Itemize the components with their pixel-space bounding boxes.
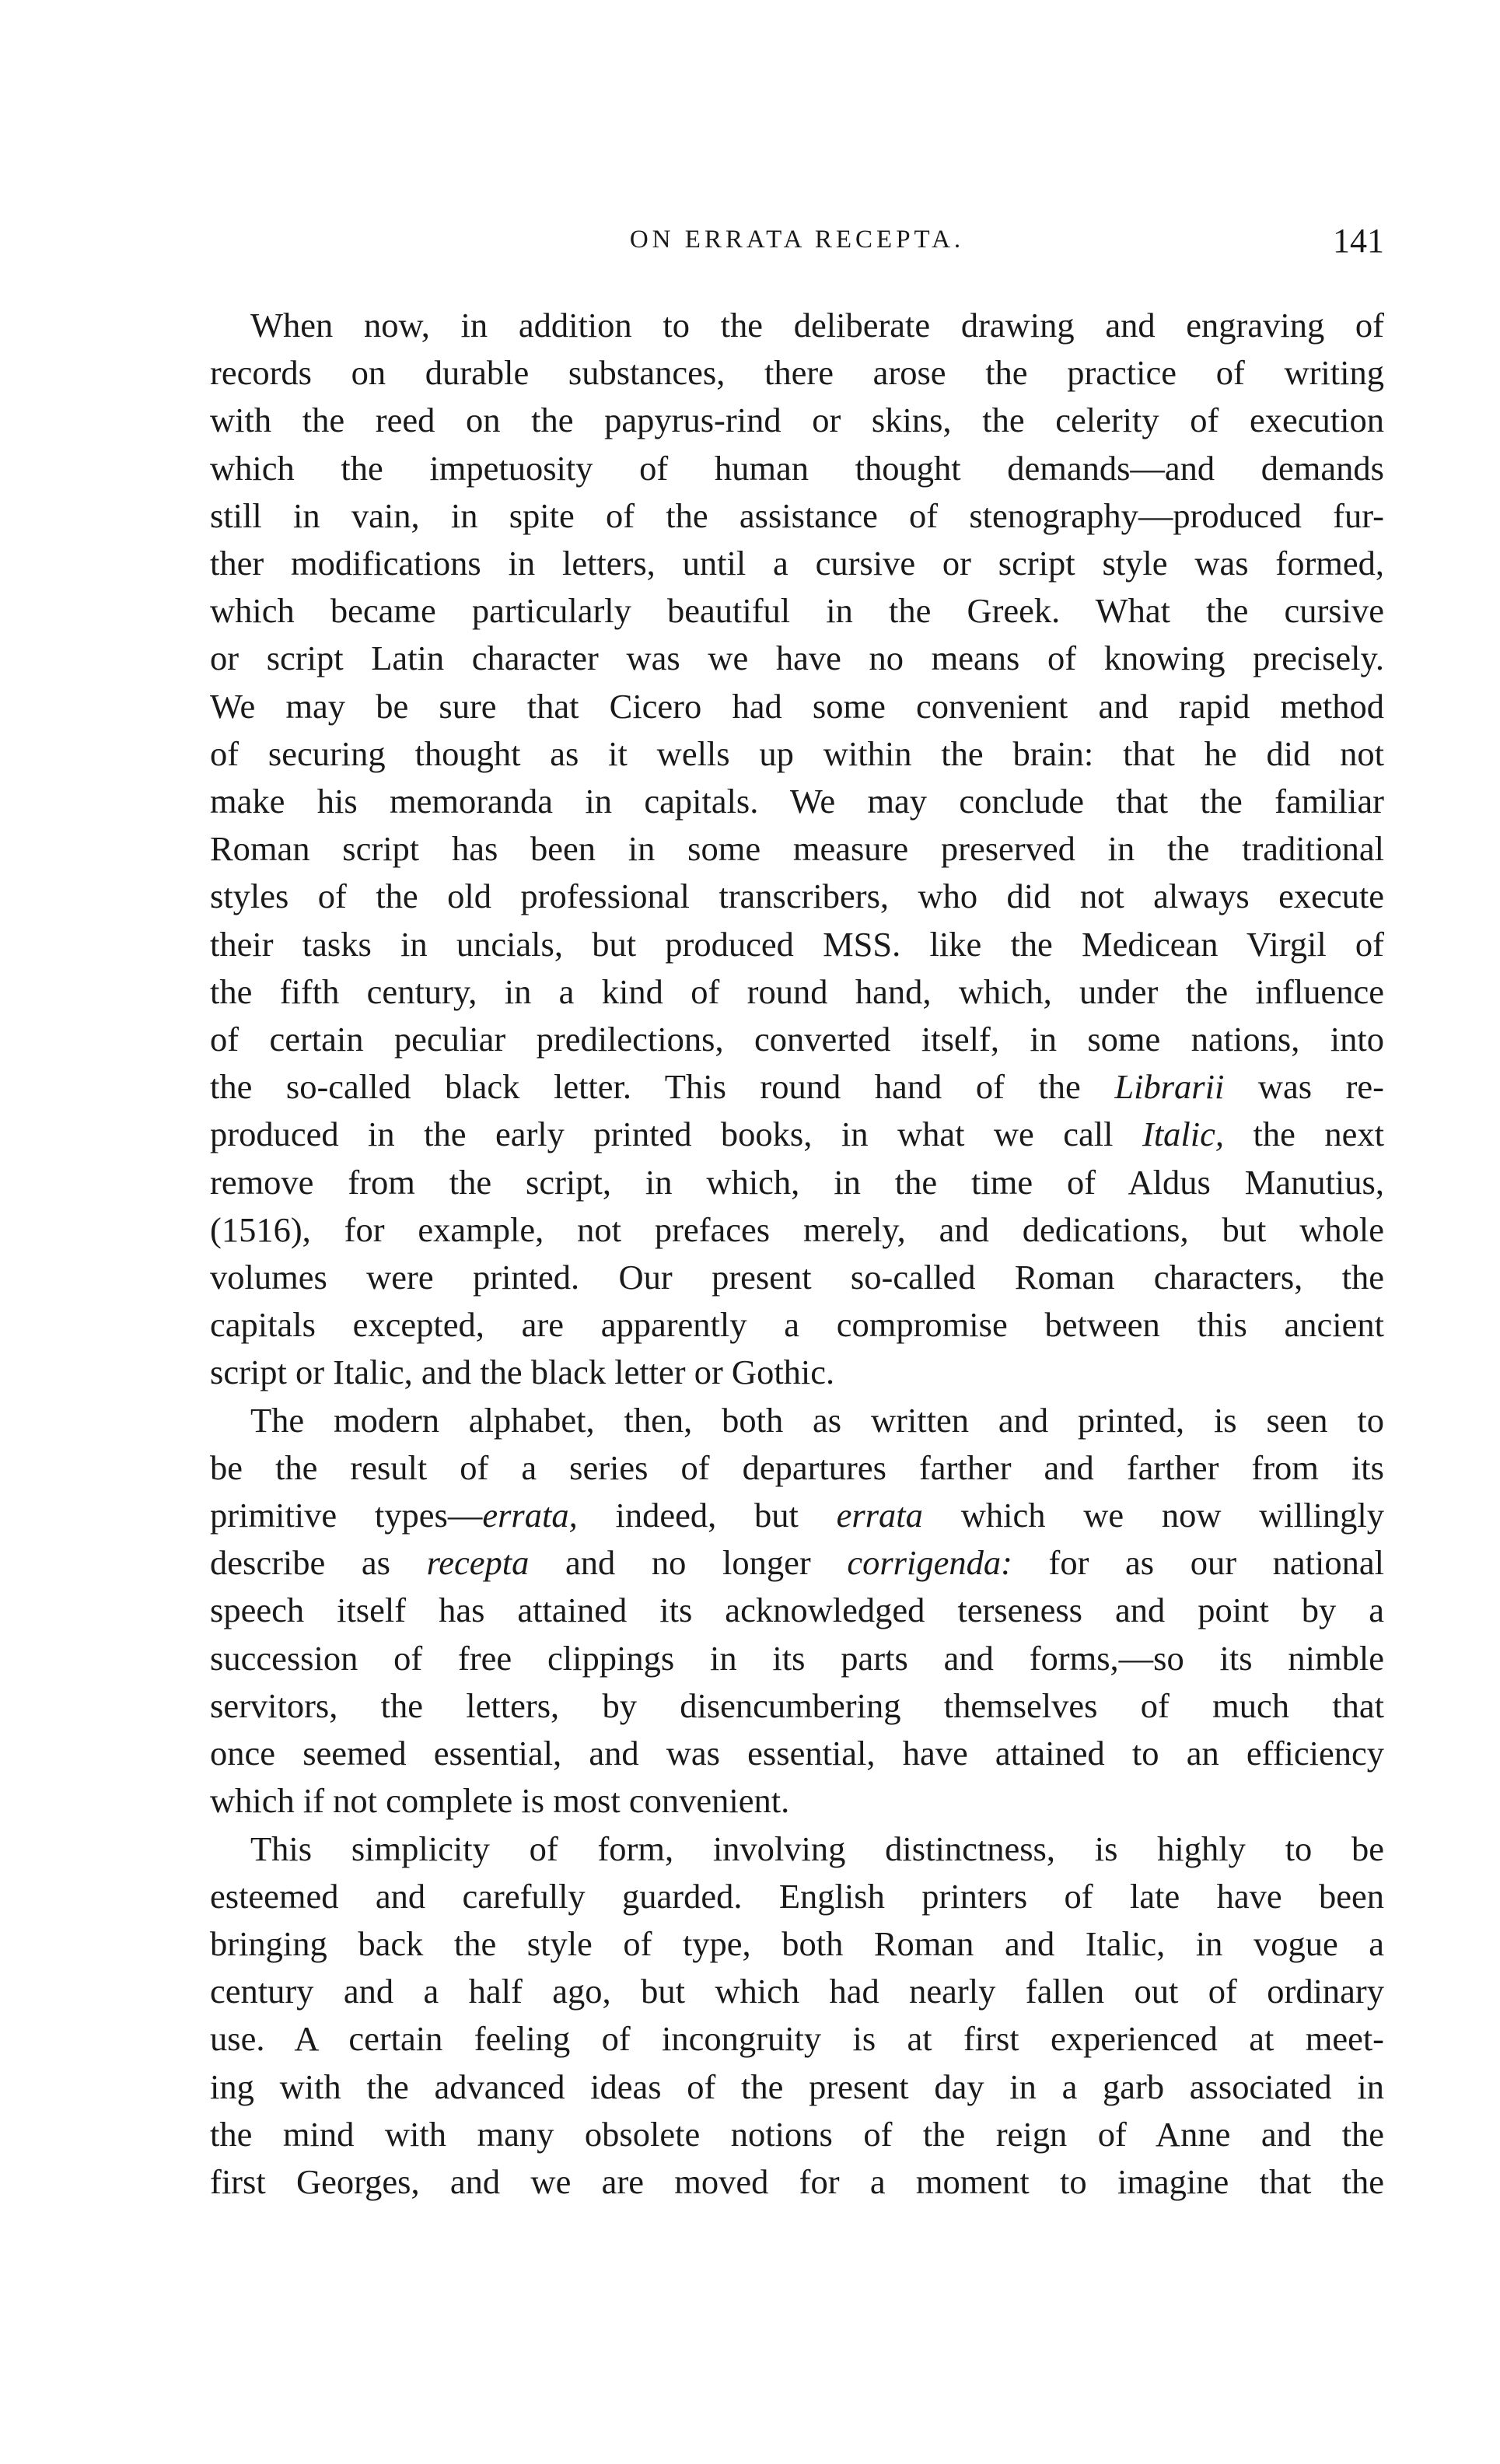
italic-term-italic: Italic, — [1142, 1115, 1225, 1154]
text-line: ing with the advanced ideas of the present day in a garb associated in — [210, 2067, 1384, 2106]
text-run: primitive types— — [210, 1496, 483, 1535]
text-line: the mind with many obsolete notions of the reign of Anne and the — [210, 2114, 1384, 2154]
text-line: the fifth century, in a kind of round hand, which, under the influence — [210, 971, 1384, 1011]
text-line: Roman script has been in some measure preserved in the traditional — [210, 829, 1384, 869]
text-line: of certain peculiar predilections, converted itself, in some nations, into — [210, 1020, 1384, 1059]
text-run: the so-called black letter. This round hand of the — [210, 1067, 1115, 1107]
text-line: be the result of a series of departures farther and farther from its — [210, 1447, 1384, 1487]
text-line: ther modifications in letters, until a cursive or script style was formed, — [210, 544, 1384, 583]
text-line: still in vain, in spite of the assistance of stenography—produced fur- — [210, 495, 1384, 535]
text-run: which we now willingly — [922, 1496, 1384, 1535]
text-line — [210, 1539, 1384, 1587]
text-run: produced in the early printed books, in what we call — [210, 1115, 1142, 1154]
text-line: We may be sure that Cicero had some convenient and rapid method — [210, 686, 1384, 726]
running-title: ON ERRATA RECEPTA. — [629, 226, 965, 254]
text-line: The modern alphabet, then, both as written and printed, is seen to — [250, 1400, 1384, 1440]
text-line: remove from the script, in which, in the time of Aldus Manutius, — [210, 1162, 1384, 1202]
text-line: bringing back the style of type, both Roman and Italic, in vogue a — [210, 1923, 1384, 1963]
text-line: capitals excepted, are apparently a compromise between this ancient — [210, 1305, 1384, 1345]
text-line — [210, 1111, 1384, 1158]
text-line: records on durable substances, there arose the practice of writing — [210, 353, 1384, 393]
text-line: servitors, the letters, by disencumbering themselves of much that — [210, 1685, 1384, 1725]
paragraph-3 — [210, 1825, 1384, 2207]
text-line: script or Italic, and the black letter or Gothic. — [210, 1353, 835, 1392]
italic-term-errata: errata, — [482, 1496, 578, 1535]
text-line — [210, 1492, 1384, 1539]
italic-term-recepta: recepta — [426, 1543, 530, 1583]
text-line: which the impetuosity of human thought demands—and demands — [210, 448, 1384, 488]
body-text — [210, 302, 1384, 2206]
text-line: volumes were printed. Our present so-called Roman characters, the — [210, 1258, 1384, 1297]
text-line: When now, in addition to the deliberate drawing and engraving of — [250, 306, 1384, 345]
text-line: which if not complete is most convenient. — [210, 1781, 790, 1821]
text-line: esteemed and carefully guarded. English printers of late have been — [210, 1876, 1384, 1916]
text-run: and no longer — [529, 1543, 848, 1583]
italic-term-errata: errata — [836, 1496, 923, 1535]
text-line: use. A certain feeling of incongruity is at first experienced at meet- — [210, 2019, 1384, 2059]
text-line: or script Latin character was we have no means of knowing precisely. — [210, 639, 1384, 678]
text-line: (1516), for example, not prefaces merely, and dedications, but whole — [210, 1209, 1384, 1249]
text-line: first Georges, and we are moved for a moment to imagine that the — [210, 2161, 1384, 2201]
text-line: styles of the old professional transcribers, who did not always execute — [210, 877, 1384, 916]
text-run: describe as — [210, 1543, 427, 1583]
text-line: which became particularly beautiful in the Greek. What the cursive — [210, 591, 1384, 631]
text-run: for as our national — [1012, 1543, 1384, 1583]
text-line: This simplicity of form, involving distinctness, is highly to be — [250, 1829, 1384, 1868]
text-line — [210, 1063, 1384, 1111]
text-run: indeed, but — [577, 1496, 837, 1535]
page-number: 141 — [1333, 222, 1384, 260]
text-line: speech itself has attained its acknowledged terseness and point by a — [210, 1591, 1384, 1630]
paragraph-1 — [210, 302, 1384, 1397]
text-line: their tasks in uncials, but produced MSS. like the Medicean Virgil of — [210, 924, 1384, 964]
text-line: with the reed on the papyrus-rind or skins, the celerity of execution — [210, 401, 1384, 440]
text-line: of securing thought as it wells up within the brain: that he did not — [210, 733, 1384, 773]
italic-term-librarii: Librarii — [1114, 1067, 1225, 1107]
italic-term-corrigenda: corrigenda: — [847, 1543, 1012, 1583]
text-line: succession of free clippings in its parts and forms,—so its nimble — [210, 1638, 1384, 1678]
book-page — [210, 222, 1384, 2206]
running-head — [210, 222, 1384, 264]
text-line: make his memoranda in capitals. We may conclude that the familiar — [210, 782, 1384, 821]
text-run: the next — [1224, 1115, 1384, 1154]
paragraph-2 — [210, 1397, 1384, 1825]
text-line: century and a half ago, but which had nearly fallen out of ordinary — [210, 1972, 1384, 2011]
text-run: was re- — [1224, 1067, 1384, 1107]
text-line: once seemed essential, and was essential, have attained to an efficiency — [210, 1734, 1384, 1773]
